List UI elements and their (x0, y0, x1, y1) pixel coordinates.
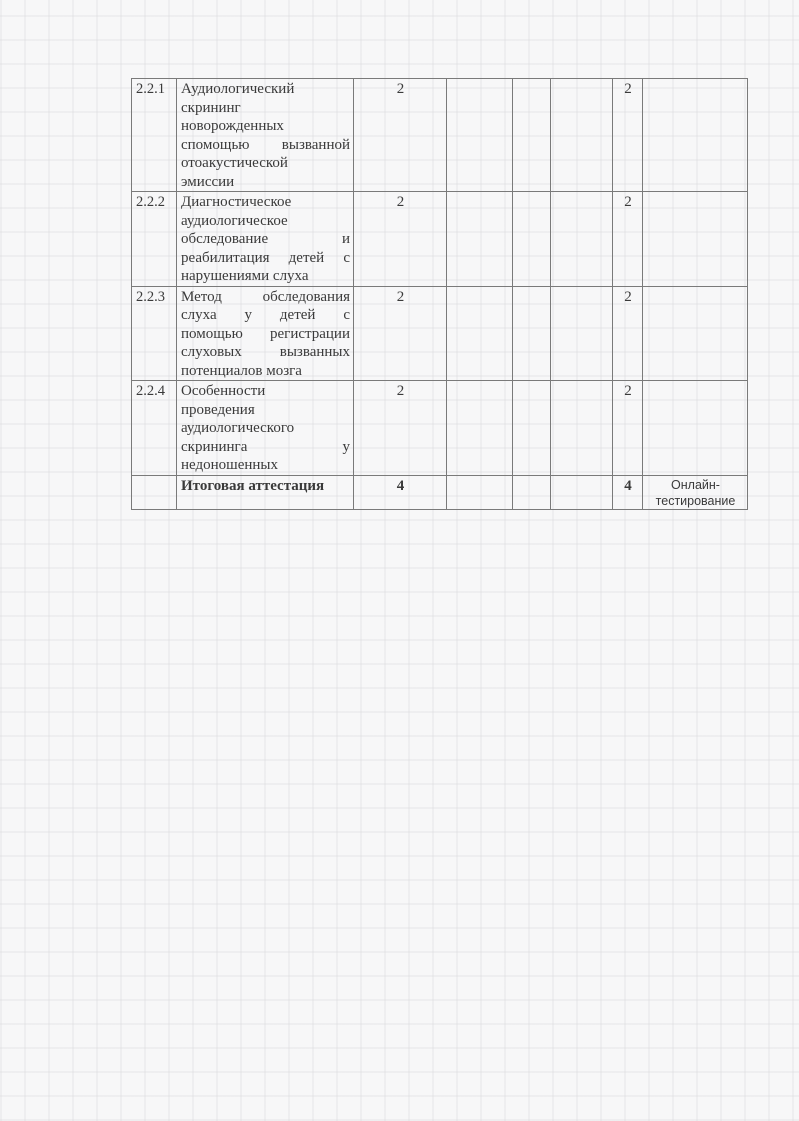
empty-cell (447, 286, 513, 381)
empty-cell (551, 381, 613, 476)
empty-cell (513, 381, 551, 476)
hours-total-cell: 4 (354, 475, 447, 509)
empty-cell (513, 79, 551, 192)
empty-cell (513, 475, 551, 509)
control-form-cell: Онлайн-тестирование (643, 475, 748, 509)
empty-cell (551, 192, 613, 287)
topic-line: обследование и (181, 231, 350, 247)
topic-line: нарушениями слуха (181, 268, 309, 284)
topic-line: реабилитация детей с (181, 249, 350, 266)
control-form-cell (643, 192, 748, 287)
empty-cell (447, 475, 513, 509)
empty-cell (513, 286, 551, 381)
row-code (132, 475, 177, 509)
table-row (132, 381, 748, 476)
control-form-cell (643, 79, 748, 192)
hours-distance-cell: 2 (613, 79, 643, 192)
topic-line: новорожденных (181, 118, 284, 134)
topic-line: спомощью вызванной (181, 136, 350, 153)
topic-line: слуховых вызванных (181, 344, 350, 360)
empty-cell (513, 192, 551, 287)
empty-cell (447, 79, 513, 192)
hours-distance-cell: 2 (613, 381, 643, 476)
topic-line: аудиологическое (181, 212, 288, 229)
topic-line: Метод обследования (181, 288, 350, 305)
curriculum-table (131, 78, 748, 510)
topic-line: Аудиологический (181, 81, 295, 97)
row-topic (177, 475, 354, 509)
topic-line: отоакустической (181, 155, 288, 171)
empty-cell (447, 192, 513, 287)
control-form-cell (643, 381, 748, 476)
row-code: 2.2.3 (132, 286, 177, 381)
topic-line: недоношенных (181, 457, 278, 473)
table-row (132, 192, 748, 287)
control-form-cell (643, 286, 748, 381)
row-topic (177, 381, 354, 476)
row-code: 2.2.2 (132, 192, 177, 287)
empty-cell (551, 475, 613, 509)
hours-total-cell: 2 (354, 381, 447, 476)
hours-distance-cell: 4 (613, 475, 643, 509)
topic-line: помощью регистрации (181, 325, 350, 342)
table-row (132, 79, 748, 192)
topic-line: Диагностическое (181, 194, 292, 210)
hours-distance-cell: 2 (613, 192, 643, 287)
empty-cell (447, 381, 513, 476)
row-topic (177, 79, 354, 192)
topic-line: Особенности (181, 383, 266, 399)
row-code: 2.2.4 (132, 381, 177, 476)
topic-line: проведения (181, 401, 255, 418)
hours-distance-cell: 2 (613, 286, 643, 381)
row-code: 2.2.1 (132, 79, 177, 192)
topic-line: аудиологического (181, 420, 295, 436)
topic-line: скрининг (181, 99, 241, 116)
table-row (132, 286, 748, 381)
topic-line: эмиссии (181, 173, 235, 190)
topic-line: слуха у детей с (181, 307, 350, 323)
row-topic (177, 286, 354, 381)
hours-total-cell: 2 (354, 286, 447, 381)
empty-cell (551, 79, 613, 192)
topic-line: Итоговая аттестация (181, 477, 325, 494)
hours-total-cell: 2 (354, 79, 447, 192)
hours-total-cell: 2 (354, 192, 447, 287)
topic-line: потенциалов мозга (181, 362, 302, 379)
empty-cell (551, 286, 613, 381)
table-row-final-attestation (132, 475, 748, 509)
row-topic (177, 192, 354, 287)
topic-line: скрининга у (181, 438, 350, 455)
